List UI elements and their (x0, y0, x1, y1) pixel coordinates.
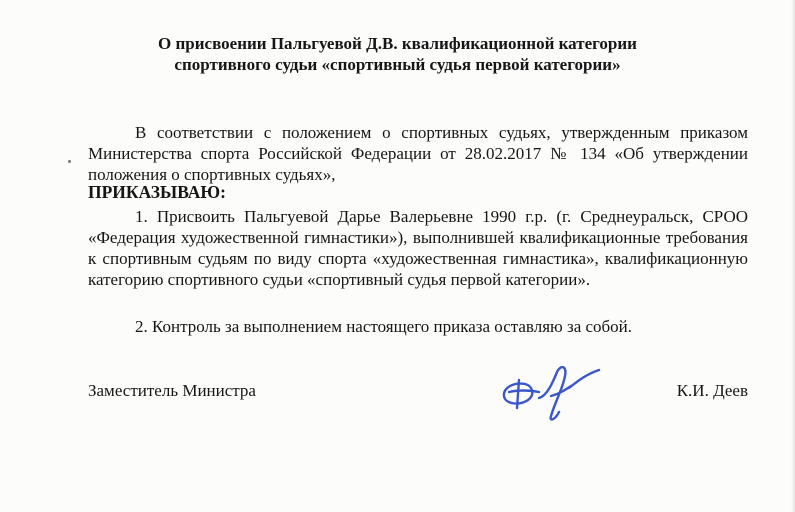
document-title (0, 33, 795, 75)
scan-edge-shadow (791, 0, 795, 512)
order-item-2: 2. Контроль за выполнением настоящего приказа оставляю за собой. (135, 317, 633, 336)
order-heading: ПРИКАЗЫВАЮ: (88, 182, 226, 202)
signatory-position: Заместитель Министра (88, 381, 256, 400)
signatory-name: К.И. Деев (676, 381, 748, 400)
title-line-2: спортивного судьи «спортивный судья первой категории» (174, 55, 621, 74)
scan-speck (68, 160, 71, 163)
preamble-paragraph: В соответствии с положением о спортивных судьях, утвержденным приказом Министерства спорта Российской Федерации от 28.02.2017 № 134 «Об утверждении положения о спортивных судьях», (88, 123, 748, 184)
handwritten-signature-icon (495, 362, 605, 424)
order-item-1: 1. Присвоить Пальгуевой Дарье Валерьевне 1990 г.р. (г. Среднеуральск, СРОО «Федерация художественной гимнастики»), выполнившей квалификационные требования к спортивным судьям по виду спорта «художественная гимнастика», квалификационную категорию спортивного судьи «спортивный судья первой категории». (88, 207, 748, 289)
title-line-1: О присвоении Пальгуевой Д.В. квалификационной категории (158, 34, 637, 53)
